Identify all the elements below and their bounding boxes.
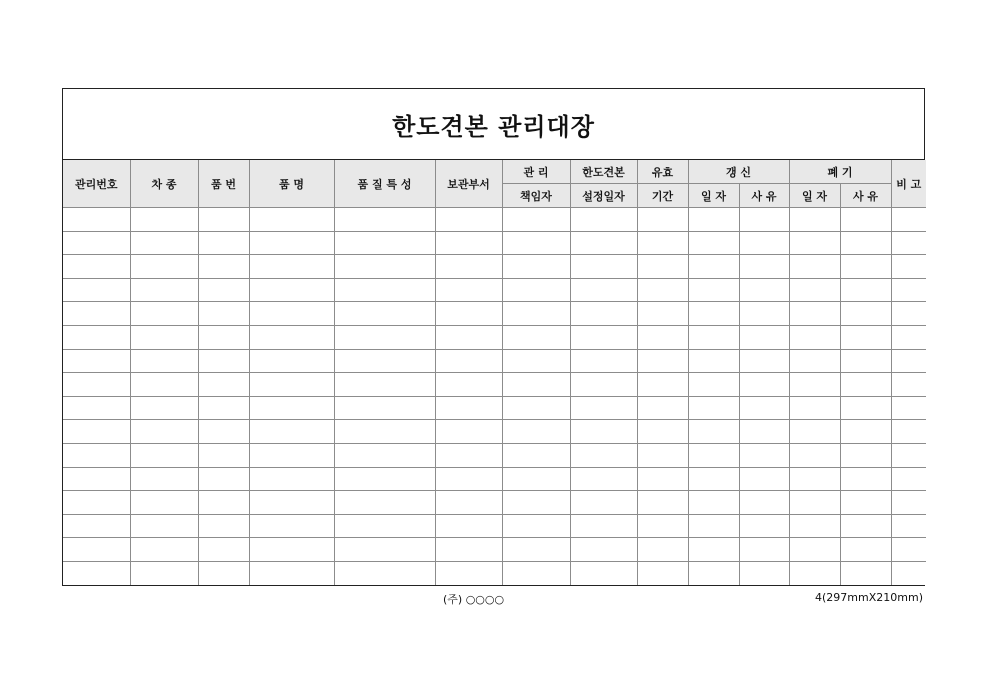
table-cell[interactable] [63, 420, 130, 444]
table-cell[interactable] [334, 443, 435, 467]
table-cell[interactable] [130, 208, 198, 232]
header-dispose-date: 일 자 [789, 184, 840, 208]
table-cell[interactable] [249, 302, 334, 326]
table-cell[interactable] [63, 514, 130, 538]
table-row [63, 467, 926, 491]
table-cell[interactable] [637, 396, 688, 420]
table-cell[interactable] [198, 255, 249, 279]
table-cell[interactable] [63, 443, 130, 467]
table-row [63, 208, 926, 232]
table-cell[interactable] [637, 231, 688, 255]
table-row [63, 255, 926, 279]
table-cell[interactable] [130, 231, 198, 255]
table-cell[interactable] [739, 538, 789, 562]
table-cell[interactable] [502, 255, 570, 279]
table-row [63, 302, 926, 326]
table-cell[interactable] [739, 514, 789, 538]
table-cell[interactable] [130, 538, 198, 562]
table-cell[interactable] [688, 561, 739, 584]
table-cell[interactable] [739, 208, 789, 232]
table-cell[interactable] [198, 561, 249, 584]
table-row [63, 561, 926, 584]
table-cell[interactable] [637, 278, 688, 302]
table-cell[interactable] [435, 208, 502, 232]
header-limit-bottom: 설정일자 [570, 184, 637, 208]
table-cell[interactable] [570, 538, 637, 562]
table-cell[interactable] [688, 208, 739, 232]
table-cell[interactable] [840, 278, 891, 302]
table-cell[interactable] [840, 538, 891, 562]
table-cell[interactable] [688, 325, 739, 349]
header-renew: 갱 신 [688, 160, 789, 184]
table-cell[interactable] [130, 443, 198, 467]
table-cell[interactable] [739, 467, 789, 491]
table-cell[interactable] [198, 231, 249, 255]
table-cell[interactable] [789, 349, 840, 373]
header-part-no: 품 번 [198, 160, 249, 208]
table-cell[interactable] [435, 396, 502, 420]
table-cell[interactable] [688, 396, 739, 420]
table-cell[interactable] [502, 231, 570, 255]
table-cell[interactable] [435, 231, 502, 255]
table-cell[interactable] [334, 373, 435, 397]
table-cell[interactable] [637, 302, 688, 326]
table-row [63, 396, 926, 420]
page-title: 한도견본 관리대장 [392, 112, 595, 141]
table-cell[interactable] [130, 373, 198, 397]
header-manager-bottom: 책임자 [502, 184, 570, 208]
header-renew-reason: 사 유 [739, 184, 789, 208]
table-cell[interactable] [435, 514, 502, 538]
table-row [63, 491, 926, 515]
table-cell[interactable] [334, 396, 435, 420]
footer-company: (주) ○○○○ [443, 593, 505, 606]
table-cell[interactable] [688, 231, 739, 255]
table-cell[interactable] [570, 467, 637, 491]
table-cell[interactable] [249, 373, 334, 397]
table-cell[interactable] [789, 255, 840, 279]
table-cell[interactable] [570, 561, 637, 584]
table-cell[interactable] [435, 491, 502, 515]
table-cell[interactable] [502, 467, 570, 491]
title-box [63, 89, 924, 160]
table-cell[interactable] [789, 491, 840, 515]
table-cell[interactable] [789, 373, 840, 397]
table-cell[interactable] [435, 278, 502, 302]
table-cell[interactable] [249, 231, 334, 255]
table-cell[interactable] [637, 420, 688, 444]
table-cell[interactable] [789, 396, 840, 420]
table-cell[interactable] [840, 373, 891, 397]
table-cell[interactable] [891, 302, 926, 326]
table-cell[interactable] [637, 208, 688, 232]
table-cell[interactable] [840, 561, 891, 584]
table-cell[interactable] [840, 396, 891, 420]
table-cell[interactable] [739, 561, 789, 584]
table-cell[interactable] [63, 538, 130, 562]
table-cell[interactable] [688, 420, 739, 444]
ledger-sheet [62, 88, 925, 586]
header-part-name: 품 명 [249, 160, 334, 208]
table-cell[interactable] [891, 467, 926, 491]
table-cell[interactable] [198, 278, 249, 302]
ledger-table [63, 160, 926, 585]
table-cell[interactable] [891, 255, 926, 279]
table-cell[interactable] [130, 302, 198, 326]
table-cell[interactable] [334, 561, 435, 584]
table-cell[interactable] [688, 255, 739, 279]
table-row [63, 373, 926, 397]
table-cell[interactable] [637, 255, 688, 279]
table-cell[interactable] [891, 208, 926, 232]
table-cell[interactable] [249, 491, 334, 515]
table-cell[interactable] [502, 420, 570, 444]
table-cell[interactable] [891, 538, 926, 562]
table-cell[interactable] [249, 561, 334, 584]
table-cell[interactable] [789, 561, 840, 584]
table-cell[interactable] [130, 349, 198, 373]
table-cell[interactable] [249, 467, 334, 491]
table-row [63, 231, 926, 255]
table-cell[interactable] [334, 467, 435, 491]
table-cell[interactable] [130, 278, 198, 302]
table-cell[interactable] [130, 255, 198, 279]
table-cell[interactable] [198, 443, 249, 467]
table-cell[interactable] [502, 538, 570, 562]
table-row [63, 420, 926, 444]
table-cell[interactable] [570, 255, 637, 279]
table-cell[interactable] [789, 278, 840, 302]
header-row-1 [63, 160, 926, 184]
table-cell[interactable] [688, 443, 739, 467]
table-cell[interactable] [570, 349, 637, 373]
table-cell[interactable] [198, 349, 249, 373]
table-cell[interactable] [739, 420, 789, 444]
table-cell[interactable] [570, 208, 637, 232]
table-cell[interactable] [570, 231, 637, 255]
table-cell[interactable] [637, 514, 688, 538]
table-cell[interactable] [63, 278, 130, 302]
table-cell[interactable] [63, 325, 130, 349]
table-cell[interactable] [891, 396, 926, 420]
table-cell[interactable] [840, 255, 891, 279]
table-cell[interactable] [502, 302, 570, 326]
table-cell[interactable] [249, 396, 334, 420]
table-cell[interactable] [502, 278, 570, 302]
table-cell[interactable] [688, 349, 739, 373]
table-cell[interactable] [130, 514, 198, 538]
table-cell[interactable] [63, 208, 130, 232]
header-renew-date: 일 자 [688, 184, 739, 208]
table-cell[interactable] [891, 325, 926, 349]
table-cell[interactable] [63, 396, 130, 420]
table-cell[interactable] [570, 302, 637, 326]
table-cell[interactable] [130, 325, 198, 349]
table-cell[interactable] [739, 491, 789, 515]
table-cell[interactable] [198, 396, 249, 420]
table-cell[interactable] [249, 255, 334, 279]
table-cell[interactable] [334, 349, 435, 373]
table-cell[interactable] [249, 325, 334, 349]
table-cell[interactable] [570, 491, 637, 515]
header-remarks: 비 고 [891, 160, 926, 208]
table-cell[interactable] [198, 491, 249, 515]
table-cell[interactable] [739, 302, 789, 326]
ledger-body [63, 208, 926, 585]
table-cell[interactable] [840, 302, 891, 326]
table-cell[interactable] [739, 278, 789, 302]
table-cell[interactable] [334, 538, 435, 562]
table-cell[interactable] [570, 396, 637, 420]
table-cell[interactable] [637, 349, 688, 373]
table-cell[interactable] [502, 443, 570, 467]
header-dept: 보관부서 [435, 160, 502, 208]
table-cell[interactable] [130, 467, 198, 491]
table-cell[interactable] [891, 278, 926, 302]
table-cell[interactable] [63, 302, 130, 326]
table-cell[interactable] [789, 514, 840, 538]
table-cell[interactable] [570, 373, 637, 397]
table-cell[interactable] [840, 443, 891, 467]
table-cell[interactable] [688, 491, 739, 515]
table-cell[interactable] [891, 443, 926, 467]
table-cell[interactable] [688, 514, 739, 538]
table-cell[interactable] [840, 420, 891, 444]
table-cell[interactable] [688, 467, 739, 491]
header-limit-top: 한도견본 [570, 160, 637, 184]
table-cell[interactable] [198, 514, 249, 538]
table-cell[interactable] [502, 491, 570, 515]
table-cell[interactable] [570, 420, 637, 444]
table-cell[interactable] [688, 278, 739, 302]
table-cell[interactable] [435, 538, 502, 562]
table-cell[interactable] [891, 373, 926, 397]
header-car-type: 차 종 [130, 160, 198, 208]
table-cell[interactable] [63, 349, 130, 373]
table-cell[interactable] [502, 396, 570, 420]
table-cell[interactable] [334, 302, 435, 326]
table-cell[interactable] [739, 396, 789, 420]
table-cell[interactable] [891, 231, 926, 255]
table-cell[interactable] [891, 491, 926, 515]
table-cell[interactable] [840, 325, 891, 349]
table-cell[interactable] [739, 349, 789, 373]
table-cell[interactable] [198, 467, 249, 491]
table-cell[interactable] [789, 231, 840, 255]
table-cell[interactable] [198, 373, 249, 397]
table-cell[interactable] [334, 420, 435, 444]
table-cell[interactable] [789, 325, 840, 349]
table-cell[interactable] [249, 443, 334, 467]
table-cell[interactable] [63, 231, 130, 255]
table-cell[interactable] [130, 420, 198, 444]
table-row [63, 278, 926, 302]
table-row [63, 538, 926, 562]
table-cell[interactable] [789, 302, 840, 326]
table-cell[interactable] [198, 420, 249, 444]
table-cell[interactable] [840, 349, 891, 373]
table-cell[interactable] [739, 255, 789, 279]
table-cell[interactable] [63, 491, 130, 515]
table-cell[interactable] [334, 255, 435, 279]
table-cell[interactable] [435, 561, 502, 584]
table-cell[interactable] [334, 278, 435, 302]
table-cell[interactable] [435, 302, 502, 326]
table-cell[interactable] [130, 396, 198, 420]
table-cell[interactable] [130, 561, 198, 584]
table-cell[interactable] [789, 420, 840, 444]
header-quality: 품 질 특 성 [334, 160, 435, 208]
table-cell[interactable] [249, 349, 334, 373]
table-cell[interactable] [637, 467, 688, 491]
table-cell[interactable] [502, 349, 570, 373]
table-cell[interactable] [63, 561, 130, 584]
header-mgmt-no: 관리번호 [63, 160, 130, 208]
table-cell[interactable] [891, 561, 926, 584]
table-cell[interactable] [198, 538, 249, 562]
table-cell[interactable] [334, 514, 435, 538]
table-cell[interactable] [502, 514, 570, 538]
table-cell[interactable] [198, 302, 249, 326]
table-cell[interactable] [435, 373, 502, 397]
header-dispose: 폐 기 [789, 160, 891, 184]
table-cell[interactable] [63, 373, 130, 397]
table-cell[interactable] [739, 443, 789, 467]
table-cell[interactable] [688, 302, 739, 326]
table-cell[interactable] [198, 325, 249, 349]
table-cell[interactable] [435, 420, 502, 444]
table-cell[interactable] [637, 373, 688, 397]
table-cell[interactable] [739, 373, 789, 397]
table-row [63, 325, 926, 349]
table-cell[interactable] [570, 325, 637, 349]
table-cell[interactable] [637, 538, 688, 562]
table-cell[interactable] [891, 514, 926, 538]
table-cell[interactable] [570, 443, 637, 467]
table-cell[interactable] [249, 420, 334, 444]
table-cell[interactable] [334, 208, 435, 232]
table-cell[interactable] [435, 349, 502, 373]
table-cell[interactable] [688, 538, 739, 562]
table-cell[interactable] [249, 208, 334, 232]
table-cell[interactable] [130, 491, 198, 515]
table-cell[interactable] [502, 373, 570, 397]
table-cell[interactable] [789, 208, 840, 232]
table-cell[interactable] [637, 443, 688, 467]
table-cell[interactable] [435, 255, 502, 279]
table-cell[interactable] [502, 208, 570, 232]
table-row [63, 443, 926, 467]
table-cell[interactable] [334, 491, 435, 515]
table-cell[interactable] [334, 231, 435, 255]
table-cell[interactable] [739, 231, 789, 255]
table-cell[interactable] [249, 278, 334, 302]
table-cell[interactable] [570, 514, 637, 538]
table-cell[interactable] [891, 420, 926, 444]
header-manager-top: 관 리 [502, 160, 570, 184]
table-cell[interactable] [840, 491, 891, 515]
table-row [63, 514, 926, 538]
table-cell[interactable] [688, 373, 739, 397]
table-cell[interactable] [249, 538, 334, 562]
table-cell[interactable] [570, 278, 637, 302]
table-cell[interactable] [637, 325, 688, 349]
table-cell[interactable] [502, 561, 570, 584]
table-cell[interactable] [840, 231, 891, 255]
table-cell[interactable] [789, 467, 840, 491]
table-cell[interactable] [435, 443, 502, 467]
table-cell[interactable] [739, 325, 789, 349]
header-valid-bottom: 기간 [637, 184, 688, 208]
table-cell[interactable] [637, 561, 688, 584]
footer-paper-size: 4(297mmX210mm) [815, 591, 923, 604]
table-cell[interactable] [840, 514, 891, 538]
table-cell[interactable] [63, 255, 130, 279]
table-cell[interactable] [789, 538, 840, 562]
header-dispose-reason: 사 유 [840, 184, 891, 208]
table-cell[interactable] [789, 443, 840, 467]
table-cell[interactable] [840, 467, 891, 491]
table-row [63, 349, 926, 373]
table-cell[interactable] [891, 349, 926, 373]
table-cell[interactable] [502, 325, 570, 349]
table-cell[interactable] [63, 467, 130, 491]
table-cell[interactable] [249, 514, 334, 538]
table-cell[interactable] [435, 325, 502, 349]
table-cell[interactable] [840, 208, 891, 232]
table-cell[interactable] [637, 491, 688, 515]
header-valid-top: 유효 [637, 160, 688, 184]
table-cell[interactable] [334, 325, 435, 349]
table-cell[interactable] [198, 208, 249, 232]
table-cell[interactable] [435, 467, 502, 491]
